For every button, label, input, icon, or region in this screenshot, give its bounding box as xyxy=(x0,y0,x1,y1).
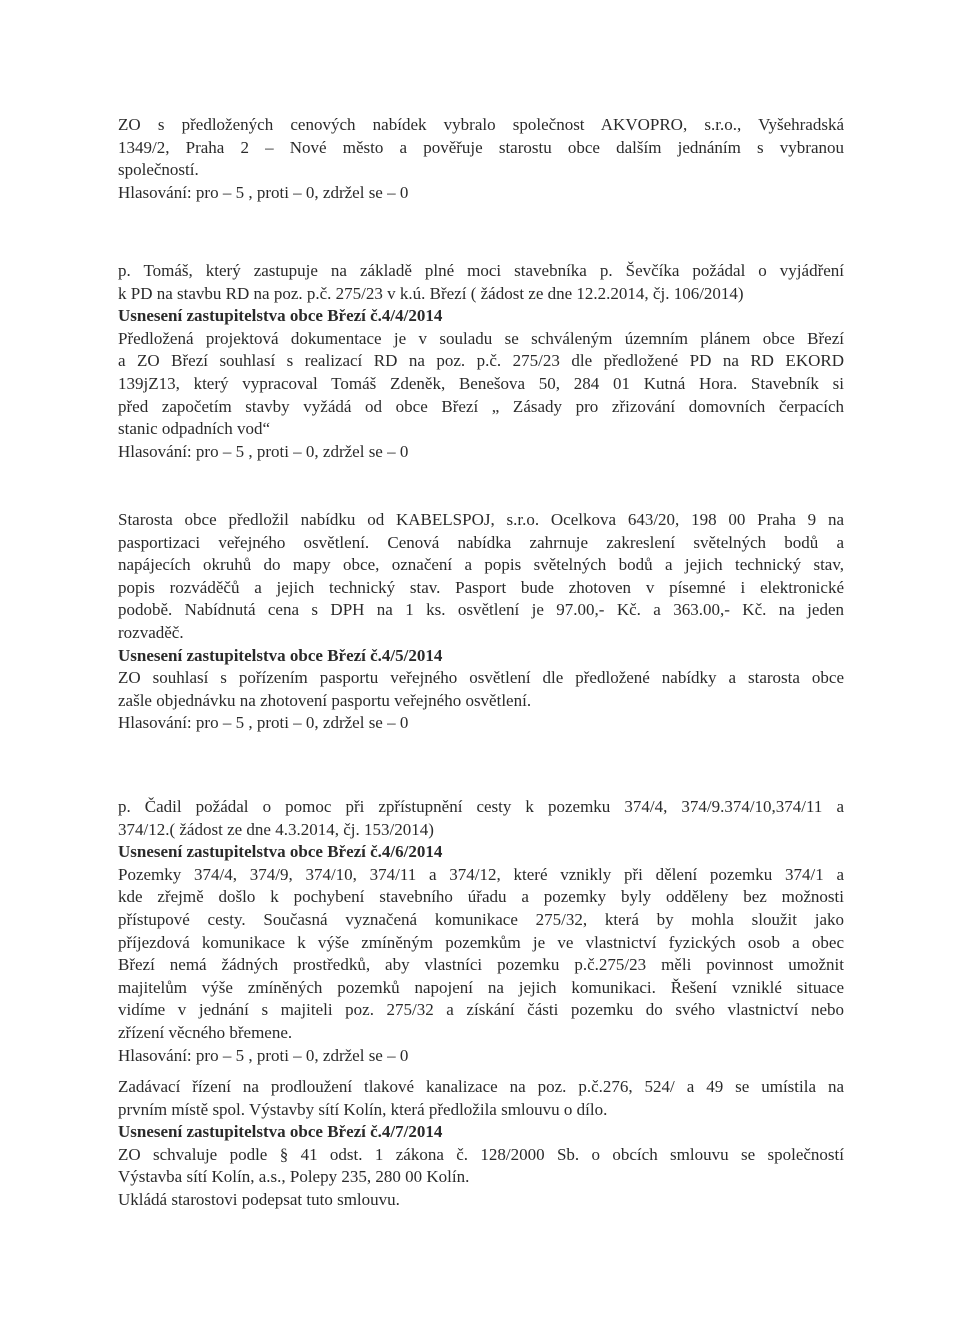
text-line: p. Čadil požádal o pomoc při zpřístupnění cesty k pozemku 374/4, 374/9.374/10,374/11 a xyxy=(118,797,844,816)
vote-result: Hlasování: pro – 5 , proti – 0, zdržel se – 0 xyxy=(118,1045,409,1065)
text-line: podobě. Nabídnutá cena s DPH na 1 ks. osvětlení je 97.00,- Kč. a 363.00,- Kč. na jeden xyxy=(118,600,844,620)
text-line: Pozemky 374/4, 374/9, 374/10, 374/11 a 374/12, které vznikly při dělení pozemku 374/1 a xyxy=(118,864,844,884)
paragraph xyxy=(118,667,844,712)
text-line: ZO s předložených cenových nabídek vybralo společnost AKVOPRO, s.r.o., Vyšehradská xyxy=(118,115,844,134)
text-line: a ZO Březí souhlasí s realizací RD na poz. p.č. 275/23 dle předložené PD na RD EKORD xyxy=(118,351,844,371)
text-line: Výstavba sítí Kolín, a.s., Polepy 235, 280 00 Kolín. xyxy=(118,1167,470,1187)
text-line: 139jZ13, který vypracoval Tomáš Zdeněk, Benešova 50, 284 01 Kutná Hora. Stavebník si xyxy=(118,373,844,393)
section-resolution-4-5 xyxy=(118,509,844,735)
paragraph-intro xyxy=(118,1076,844,1121)
text-line: vidíme v jednání s majiteli poz. 275/32 a získání části pozemku do svého vlastnictví nebo xyxy=(118,1000,844,1020)
text-line: Zadávací řízení na prodloužení tlakové kanalizace na poz. p.č.276, 524/ a 49 se umístila na xyxy=(118,1077,844,1096)
text-line: příjezdová komunikace k výše zmíněným pozemkům je ve vlastnictví fyzických osob a obec xyxy=(118,932,844,952)
vote-result: Hlasování: pro – 5 , proti – 0, zdržel se – 0 xyxy=(118,182,409,202)
text-line: prvním místě spol. Výstavby sítí Kolín, která předložila smlouvu o dílo. xyxy=(118,1099,608,1119)
resolution-heading: Usnesení zastupitelstva obce Březí č.4/5/2014 xyxy=(118,645,443,665)
text-line: ZO schvaluje podle § 41 odst. 1 zákona č. 128/2000 Sb. o obcích smlouvu se společností xyxy=(118,1144,844,1164)
text-line: zašle objednávku na zhotovení pasportu veřejného osvětlení. xyxy=(118,690,532,710)
text-line: stanic odpadních vod“ xyxy=(118,419,271,439)
text-line: Březí nemá žádných prostředků, aby vlastníci pozemku p.č.275/23 měli povinnost umožnit xyxy=(118,955,844,975)
section-resolution-4-7 xyxy=(118,1076,844,1212)
paragraph xyxy=(118,1144,844,1212)
text-line: před započetím stavby vyžádá od obce Březí „ Zásady pro zřizování domovních čerpacích xyxy=(118,396,844,416)
text-line: pasportizaci veřejného osvětlení. Cenová nabídka zahrnuje zakreslení světelných bodů a xyxy=(118,532,844,552)
paragraph xyxy=(118,114,844,182)
resolution-heading: Usnesení zastupitelstva obce Březí č.4/7/2014 xyxy=(118,1122,443,1142)
text-line: p. Tomáš, který zastupuje na základě plné moci stavebníka p. Ševčíka požádal o vyjádření xyxy=(118,261,844,280)
text-line: 374/12.( žádost ze dne 4.3.2014, čj. 153/2014) xyxy=(118,819,434,839)
paragraph xyxy=(118,328,844,441)
vote-result: Hlasování: pro – 5 , proti – 0, zdržel se – 0 xyxy=(118,441,409,461)
text-line: kde zřejmě došlo k pochybení stavebního úřadu a pozemky byly odděleny bez možnosti xyxy=(118,887,844,907)
text-line: zřízení věcného břemene. xyxy=(118,1022,293,1042)
section-resolution-4-4 xyxy=(118,260,844,463)
text-line: majitelům výše zmíněných pozemků napojení na jejich komunikaci. Řešení vzniklé situace xyxy=(118,977,844,997)
paragraph-intro xyxy=(118,509,844,645)
text-line: Předložená projektová dokumentace je v souladu se schváleným územním plánem obce Březí xyxy=(118,328,844,348)
section-resolution-4-6 xyxy=(118,796,844,1067)
section-akvopro xyxy=(118,114,844,204)
resolution-heading: Usnesení zastupitelstva obce Březí č.4/4/2014 xyxy=(118,306,443,326)
paragraph xyxy=(118,864,844,1045)
paragraph-intro xyxy=(118,260,844,305)
text-line: popis rozváděčů a jejich technický stav. Pasport bude zhotoven v písemné i elektronické xyxy=(118,577,844,597)
text-line: společností. xyxy=(118,160,199,180)
text-line: ZO souhlasí s pořízením pasportu veřejného osvětlení dle předložené nabídky a starosta obce xyxy=(118,668,844,688)
text-line: 1349/2, Praha 2 – Nové město a pověřuje starostu obce dalším jednáním s vybranou xyxy=(118,137,844,157)
text-line: Starosta obce předložil nabídku od KABELSPOJ, s.r.o. Ocelkova 643/20, 198 00 Praha 9 na xyxy=(118,510,844,529)
paragraph-intro xyxy=(118,796,844,841)
text-line: rozvaděč. xyxy=(118,622,184,642)
text-line: k PD na stavbu RD na poz. p.č. 275/23 v k.ú. Březí ( žádost ze dne 12.2.2014, čj. 106/2014) xyxy=(118,283,744,303)
text-line: Ukládá starostovi podepsat tuto smlouvu. xyxy=(118,1189,400,1209)
text-line: napájecích okruhů do mapy obce, označení a popis světelných bodů a jejich technický stav, xyxy=(118,555,844,575)
text-line: přístupové cesty. Současná vyznačená komunikace 275/32, která by mohla sloužit jako xyxy=(118,909,844,929)
vote-result: Hlasování: pro – 5 , proti – 0, zdržel se – 0 xyxy=(118,713,409,733)
resolution-heading: Usnesení zastupitelstva obce Březí č.4/6/2014 xyxy=(118,842,443,862)
